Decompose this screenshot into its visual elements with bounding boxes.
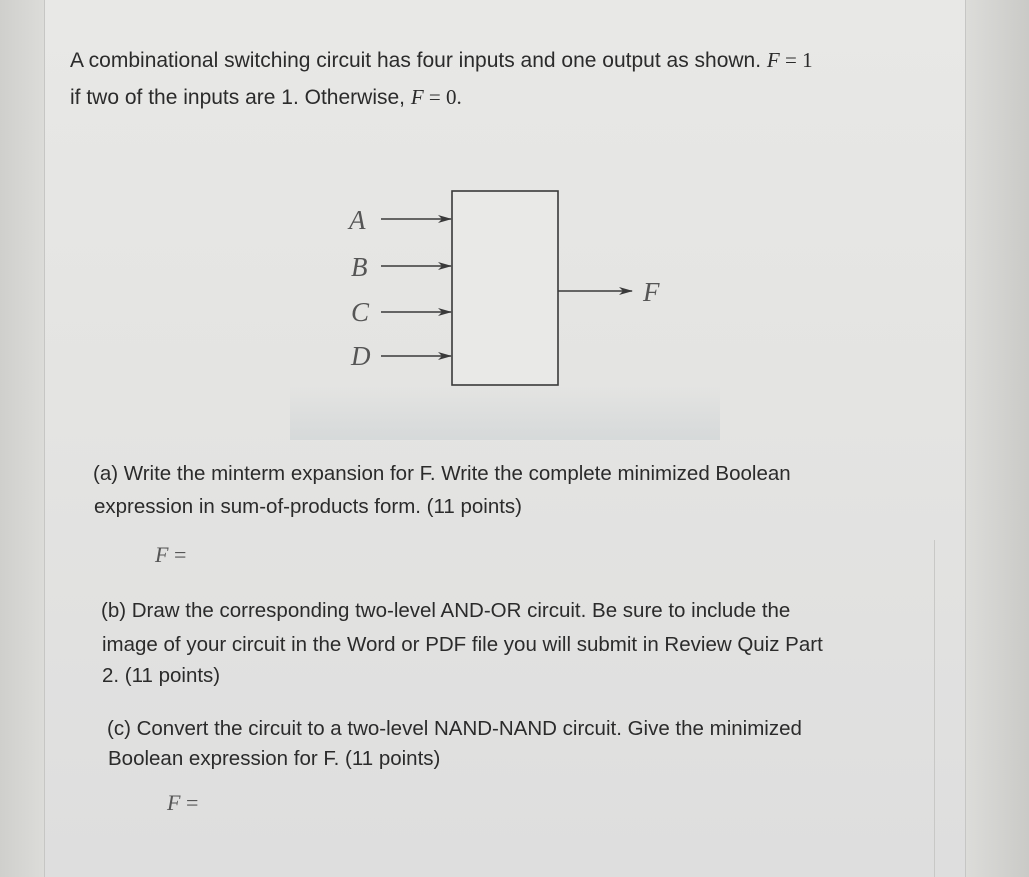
- part-c-answer-var: F: [167, 790, 181, 815]
- input-label-d: D: [351, 341, 371, 371]
- input-label-c: C: [351, 297, 370, 327]
- part-a-answer: [155, 542, 186, 568]
- part-c-answer-eq: =: [180, 790, 199, 815]
- part-b-line-2: image of your circuit in the Word or PDF file you will submit in Review Quiz Part: [102, 633, 823, 656]
- intro-math-var-2: F: [410, 85, 424, 109]
- intro-math-val-2: 0.: [446, 85, 462, 109]
- intro-line-1-text: A combinational switching circuit has four inputs and one output as shown.: [70, 49, 762, 72]
- part-a-line-1: (a) Write the minterm expansion for F. Write the complete minimized Boolean: [93, 462, 791, 485]
- part-c-answer: [167, 790, 198, 816]
- part-b-line-1: (b) Draw the corresponding two-level AND-OR circuit. Be sure to include the: [101, 599, 791, 622]
- intro-math-val-1: 1: [802, 48, 813, 72]
- circuit-block: [452, 191, 558, 385]
- intro-line-2-text: if two of the inputs are 1. Otherwise,: [70, 86, 405, 109]
- intro-math-eq-1: =: [779, 48, 803, 72]
- intro-math-eq-2: =: [423, 85, 447, 109]
- part-a-answer-var: F: [155, 542, 169, 567]
- input-label-a: A: [349, 205, 366, 235]
- intro-math-var-1: F: [766, 48, 780, 72]
- part-b-line-3: 2. (11 points): [102, 664, 221, 687]
- output-label-f: F: [643, 277, 660, 307]
- part-c-line-1: (c) Convert the circuit to a two-level NAND-NAND circuit. Give the minimized: [107, 717, 802, 740]
- input-label-b: B: [351, 252, 368, 282]
- part-c-line-2: Boolean expression for F. (11 points): [108, 747, 441, 770]
- part-a-line-2: expression in sum-of-products form. (11 points): [94, 495, 523, 518]
- part-a-answer-eq: =: [168, 542, 187, 567]
